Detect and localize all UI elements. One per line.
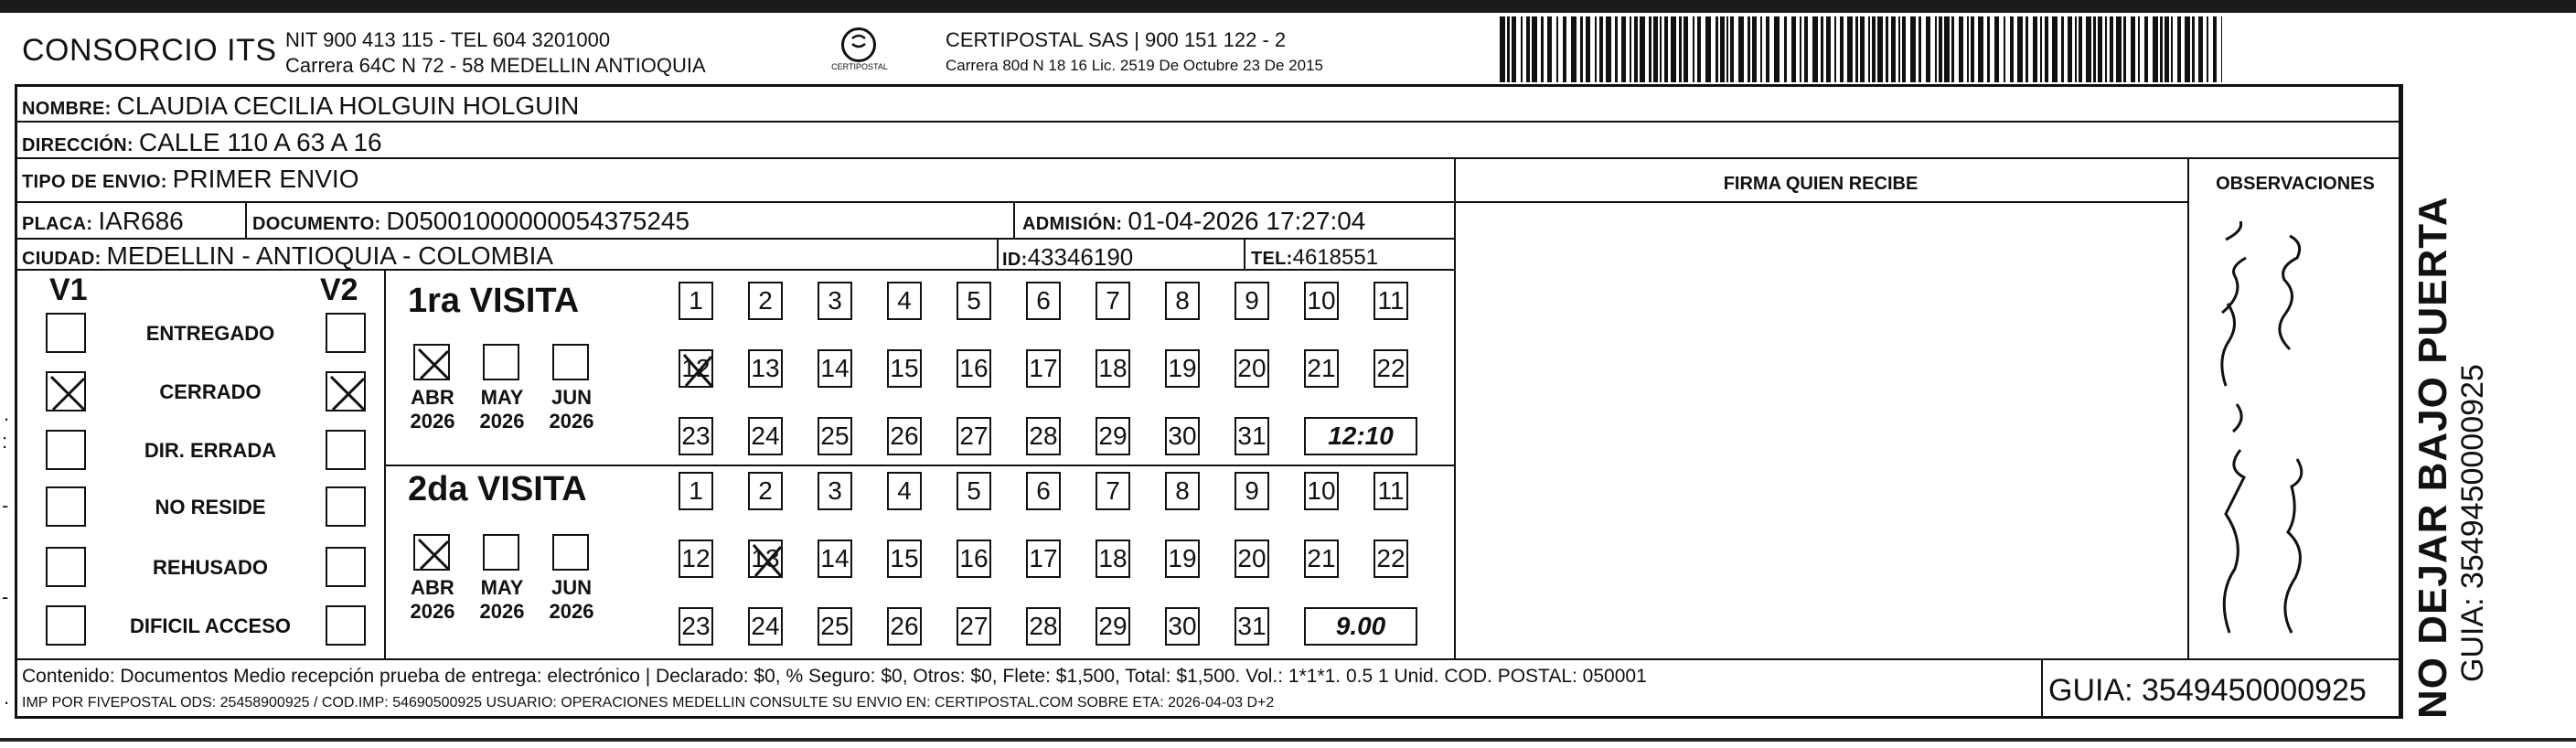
day-cell[interactable]: 10 [1304, 282, 1339, 320]
barcode-bar [1978, 16, 1983, 82]
month-checkbox[interactable] [483, 534, 519, 571]
status-label: ENTREGADO [145, 322, 275, 345]
margin-mark: : [2, 430, 8, 453]
carrier-line: CERTIPOSTAL SAS | 900 151 122 - 2 [946, 28, 1287, 51]
barcode-bar [1532, 16, 1537, 82]
v2-header: V2 [320, 272, 358, 307]
barcode-bar [1571, 16, 1577, 82]
barcode-bar [2017, 16, 2023, 82]
day-cell[interactable]: 1 [679, 472, 713, 510]
month-label: MAY 2026 [479, 386, 525, 433]
divider [1454, 157, 1456, 658]
barcode-bar [1926, 16, 1930, 82]
v1-checkbox[interactable] [46, 605, 86, 646]
barcode-bar [2144, 16, 2148, 82]
phone-label: TEL: [1251, 249, 1293, 269]
barcode-bar [1766, 16, 1769, 82]
day-cell[interactable]: 31 [1235, 417, 1269, 455]
margin-mark: . [4, 686, 10, 709]
day-cell[interactable]: 8 [1165, 472, 1200, 510]
day-cell[interactable]: 12 [679, 349, 713, 388]
barcode-bar [1994, 16, 1999, 82]
barcode-bar [1720, 16, 1725, 82]
barcode-bar [1860, 16, 1865, 82]
admission-date: 01-04-2026 17:27:04 [1128, 207, 1366, 235]
month-checkbox[interactable] [413, 534, 450, 571]
barcode-bar [1784, 16, 1787, 82]
visit2-title: 2da VISITA [408, 470, 587, 508]
barcode-bar [1886, 16, 1888, 82]
day-cell[interactable]: 19 [1165, 540, 1200, 578]
id-label: ID: [1002, 250, 1028, 270]
plate-label: PLACA: [22, 214, 93, 234]
barcode-bar [1705, 16, 1711, 82]
barcode-bar [2086, 16, 2091, 82]
document-label: DOCUMENTO: [252, 214, 381, 234]
day-cell[interactable]: 6 [1026, 472, 1061, 510]
v2-checkbox[interactable] [326, 313, 366, 353]
barcode-bar [1507, 16, 1510, 82]
barcode-bar [1526, 16, 1530, 82]
barcode-bar [1939, 16, 1942, 82]
barcode-bar [1586, 16, 1590, 82]
barcode-bar [2138, 16, 2140, 82]
day-cell[interactable]: 30 [1165, 607, 1200, 646]
margin-mark: . [4, 402, 10, 425]
day-cell[interactable]: 27 [957, 417, 991, 455]
barcode-bar [1606, 16, 1611, 82]
barcode-bar [1730, 16, 1734, 82]
barcode-bar [1847, 16, 1853, 82]
barcode-bar [1748, 16, 1750, 82]
barcode-bar [2079, 16, 2082, 82]
barcode-bar [1935, 16, 1937, 82]
day-cell[interactable]: 26 [887, 607, 922, 646]
barcode-bar [2045, 16, 2048, 82]
month-checkbox[interactable] [552, 344, 589, 380]
day-cell[interactable]: 5 [957, 282, 991, 320]
day-cell[interactable]: 13 [748, 349, 783, 388]
barcode-bar [1902, 16, 1906, 82]
visit-time[interactable]: 9.00 [1304, 607, 1417, 646]
barcode-bar [1791, 16, 1796, 82]
day-cell[interactable]: 7 [1096, 472, 1130, 510]
day-cell[interactable]: 30 [1165, 417, 1200, 455]
v1-checkbox[interactable] [46, 313, 86, 353]
day-cell[interactable]: 12 [679, 540, 713, 578]
nit-line: NIT 900 413 115 - TEL 604 3201000 [285, 28, 611, 51]
divider [384, 269, 386, 658]
signature-header: FIRMA QUIEN RECIBE [1723, 174, 1919, 194]
day-cell[interactable]: 17 [1026, 540, 1061, 578]
month-label: ABR 2026 [410, 576, 455, 623]
observations-header: OBSERVACIONES [2216, 174, 2375, 194]
day-cell[interactable]: 4 [887, 282, 922, 320]
barcode-bar [1800, 16, 1801, 82]
barcode-bar [2098, 16, 2102, 82]
carrier-info [946, 27, 1323, 79]
status-label: DIFICIL ACCESO [129, 614, 291, 637]
barcode-bar [1716, 16, 1718, 82]
barcode-bar [1563, 16, 1566, 82]
day-cell[interactable]: 22 [1374, 540, 1408, 578]
check-mark-icon [415, 346, 452, 382]
month-checkbox[interactable] [483, 344, 519, 380]
barcode-bar [1500, 16, 1505, 82]
barcode-bar [2052, 16, 2058, 82]
divider [1013, 201, 1015, 238]
divider [1244, 238, 1245, 269]
phone-value: 4618551 [1292, 245, 1379, 270]
barcode-bar [1826, 16, 1831, 82]
no-under-door-warning: NO DEJAR BAJO PUERTA [2410, 196, 2455, 719]
barcode-bar [2105, 16, 2107, 82]
barcode-bar [2160, 16, 2163, 82]
month-label: JUN 2026 [549, 386, 594, 433]
day-cell[interactable]: 7 [1096, 282, 1130, 320]
check-mark-icon [48, 373, 88, 413]
barcode-bar [2177, 16, 2181, 82]
barcode-bar [1630, 16, 1631, 82]
barcode-bar [2110, 16, 2113, 82]
barcode-bar [1599, 16, 1603, 82]
day-cell[interactable]: 27 [957, 607, 991, 646]
barcode-bar [1752, 16, 1757, 82]
barcode-bar [1910, 16, 1916, 82]
barcode-bar [1812, 16, 1818, 82]
barcode-bar [1664, 16, 1668, 82]
visit-time[interactable]: 12:10 [1304, 417, 1417, 455]
v1-checkbox[interactable] [46, 430, 86, 470]
day-cell[interactable]: 6 [1026, 282, 1061, 320]
day-cell[interactable]: 29 [1096, 417, 1130, 455]
divider [2041, 658, 2043, 719]
divider [245, 201, 247, 238]
recipient-name: CLAUDIA CECILIA HOLGUIN HOLGUIN [116, 91, 580, 120]
day-cell[interactable]: 15 [887, 540, 922, 578]
v2-checkbox[interactable] [326, 605, 366, 646]
day-cell[interactable]: 14 [818, 540, 852, 578]
barcode-bar [1967, 16, 1969, 82]
barcode-bar [1653, 16, 1658, 82]
day-cell[interactable]: 16 [957, 540, 991, 578]
day-cell[interactable]: 28 [1026, 607, 1061, 646]
city-value: MEDELLIN - ANTIOQUIA - COLOMBIA [106, 241, 554, 270]
barcode-bar [1821, 16, 1823, 82]
divider [384, 465, 1454, 466]
company-info [285, 27, 706, 79]
margin-mark: - [2, 494, 9, 517]
status-label: NO RESIDE [155, 496, 266, 518]
barcode-bar [1541, 16, 1544, 82]
barcode-bar [1959, 16, 1963, 82]
observations-area [2189, 203, 2401, 657]
recipient-name-label: NOMBRE: [22, 99, 112, 119]
divider [15, 121, 2401, 123]
barcode-bar [2185, 16, 2190, 82]
barcode-bar [1774, 16, 1780, 82]
barcode-bar [2153, 16, 2158, 82]
barcode-bar [1726, 16, 1728, 82]
barcode-bar [2093, 16, 2096, 82]
day-cell[interactable]: 20 [1235, 349, 1269, 388]
day-cell[interactable]: 24 [748, 417, 783, 455]
month-checkbox[interactable] [413, 344, 450, 380]
barcode-bar [1877, 16, 1883, 82]
v1-header: V1 [49, 272, 88, 307]
v2-checkbox[interactable] [326, 371, 366, 411]
check-mark-icon [327, 373, 368, 413]
side-label [2407, 88, 2517, 719]
shipment-type-field [22, 165, 358, 194]
shipment-type: PRIMER ENVIO [172, 165, 359, 193]
barcode-bar [2213, 16, 2217, 82]
barcode-bar [1840, 16, 1844, 82]
barcode-bar [1679, 16, 1682, 82]
address-field [22, 128, 382, 157]
day-cell[interactable]: 20 [1235, 540, 1269, 578]
barcode-bar [1987, 16, 1990, 82]
bottom-border [0, 738, 2576, 742]
barcode-bar [2075, 16, 2077, 82]
carrier-address: Carrera 80d N 18 16 Lic. 2519 De Octubre 23 De 2015 [946, 57, 1323, 74]
barcode-bar [1671, 16, 1676, 82]
barcode-bar [1521, 16, 1523, 82]
day-cell[interactable]: 11 [1374, 472, 1408, 510]
barcode-bar [1872, 16, 1876, 82]
handwritten-observation-icon [2189, 203, 2401, 657]
day-cell[interactable]: 22 [1374, 349, 1408, 388]
day-cell[interactable]: 29 [1096, 607, 1130, 646]
day-cell[interactable]: 23 [679, 417, 713, 455]
v1-checkbox[interactable] [46, 547, 86, 587]
address-value: CALLE 110 A 63 A 16 [138, 128, 382, 156]
day-cell[interactable]: 21 [1304, 540, 1339, 578]
id-field [1002, 243, 1133, 272]
certipostal-logo-icon [841, 27, 876, 62]
barcode-bar [2221, 16, 2222, 82]
barcode-bar [1649, 16, 1651, 82]
id-value: 43346190 [1027, 243, 1134, 271]
divider [2401, 84, 2403, 719]
admission-label: ADMISIÓN: [1022, 214, 1123, 234]
divider [15, 658, 2401, 660]
barcode-icon [1500, 16, 2222, 82]
month-label: JUN 2026 [549, 576, 594, 623]
barcode-bar [1615, 16, 1618, 82]
day-cell[interactable]: 8 [1165, 282, 1200, 320]
guide-number: GUIA: 3549450000925 [2048, 673, 2367, 708]
day-cell[interactable]: 3 [818, 472, 852, 510]
shipment-type-label: TIPO DE ENVIO: [22, 172, 167, 192]
city-field [22, 241, 553, 271]
v2-checkbox[interactable] [326, 430, 366, 470]
barcode-bar [1834, 16, 1836, 82]
plate-field [22, 207, 184, 236]
barcode-bar [2068, 16, 2072, 82]
barcode-bar [1640, 16, 1645, 82]
day-cell[interactable]: 25 [818, 607, 852, 646]
check-mark-icon [750, 541, 785, 580]
company-address: Carrera 64C N 72 - 58 MEDELLIN ANTIOQUIA [285, 54, 706, 77]
day-cell[interactable]: 24 [748, 607, 783, 646]
check-mark-icon [680, 351, 715, 390]
day-cell[interactable]: 9 [1235, 282, 1269, 320]
document-number: D05001000000054375245 [386, 207, 690, 235]
day-cell[interactable]: 18 [1096, 349, 1130, 388]
day-cell[interactable]: 5 [957, 472, 991, 510]
month-label: MAY 2026 [479, 576, 525, 623]
day-cell[interactable]: 15 [887, 349, 922, 388]
day-cell[interactable]: 17 [1026, 349, 1061, 388]
barcode-bar [1660, 16, 1662, 82]
day-cell[interactable]: 2 [748, 282, 783, 320]
barcode-bar [2123, 16, 2126, 82]
barcode-bar [1595, 16, 1597, 82]
barcode-bar [2131, 16, 2135, 82]
signature-area[interactable] [1458, 203, 2186, 657]
print-info-line: IMP POR FIVEPOSTAL ODS: 25458900925 / COD.IMP: 54690500925 USUARIO: OPERACIONES MEDELLIN CONSULTE SU ENVIO EN: CERTIPOSTAL.COM SOBRE ETA: 2026-04-03 D+2 [22, 695, 1275, 711]
logo-text: CERTIPOSTAL [831, 62, 888, 71]
day-cell[interactable]: 9 [1235, 472, 1269, 510]
day-cell[interactable]: 21 [1304, 349, 1339, 388]
divider [997, 238, 999, 269]
barcode-bar [2026, 16, 2028, 82]
visit1-title: 1ra VISITA [408, 282, 580, 320]
barcode-bar [1951, 16, 1954, 82]
barcode-bar [2004, 16, 2005, 82]
day-cell[interactable]: 16 [957, 349, 991, 388]
month-checkbox[interactable] [552, 534, 589, 571]
barcode-bar [2040, 16, 2042, 82]
barcode-bar [2207, 16, 2208, 82]
barcode-bar [1556, 16, 1558, 82]
barcode-bar [1621, 16, 1626, 82]
v2-checkbox[interactable] [326, 547, 366, 587]
city-label: CIUDAD: [22, 249, 102, 269]
barcode-bar [1971, 16, 1974, 82]
status-label: CERRADO [159, 380, 262, 403]
day-cell[interactable]: 14 [818, 349, 852, 388]
company-name: CONSORCIO ITS [22, 33, 277, 68]
barcode-bar [1512, 16, 1516, 82]
barcode-bar [1693, 16, 1694, 82]
day-cell[interactable]: 26 [887, 417, 922, 455]
day-cell[interactable]: 28 [1026, 417, 1061, 455]
status-label: REHUSADO [153, 556, 268, 579]
barcode-bar [1580, 16, 1583, 82]
barcode-bar [1804, 16, 1808, 82]
plate-value: IAR686 [98, 207, 184, 235]
day-cell[interactable]: 25 [818, 417, 852, 455]
side-guide-number: GUIA: 3549450000925 [2455, 364, 2490, 682]
recipient-name-field [22, 91, 579, 121]
status-label: DIR. ERRADA [144, 439, 277, 462]
address-label: DIRECCIÓN: [22, 135, 134, 155]
day-cell[interactable]: 23 [679, 607, 713, 646]
v2-checkbox[interactable] [326, 486, 366, 527]
barcode-bar [1868, 16, 1870, 82]
divider [15, 157, 2401, 159]
day-cell[interactable]: 19 [1165, 349, 1200, 388]
divider [15, 238, 1454, 240]
barcode-bar [1547, 16, 1552, 82]
barcode-bar [1760, 16, 1762, 82]
month-label: ABR 2026 [410, 386, 455, 433]
day-cell[interactable]: 10 [1304, 472, 1339, 510]
day-cell[interactable]: 13 [748, 540, 783, 578]
v1-checkbox[interactable] [46, 371, 86, 411]
admission-field [1022, 207, 1365, 236]
barcode-bar [2061, 16, 2064, 82]
day-cell[interactable]: 31 [1235, 607, 1269, 646]
barcode-bar [1683, 16, 1688, 82]
top-border-bar [0, 0, 2576, 13]
contents-line: Contenido: Documentos Medio recepción prueba de entrega: electrónico | Declarado: $0, % Seguro: $0, Otros: $0, Flete: $1,500, Total: $1,500. Vol.: 1*1*1. 0.5 1 Unid. COD. POSTAL: 050001 [22, 666, 1647, 687]
barcode-bar [2192, 16, 2195, 82]
barcode-bar [2171, 16, 2173, 82]
barcode-bar [1891, 16, 1896, 82]
margin-mark: - [2, 585, 9, 608]
barcode-bar [1738, 16, 1744, 82]
phone-field [1251, 245, 1378, 271]
barcode-bar [1697, 16, 1701, 82]
day-cell[interactable]: 1 [679, 282, 713, 320]
barcode-bar [1634, 16, 1638, 82]
barcode-bar [1919, 16, 1921, 82]
day-cell[interactable]: 18 [1096, 540, 1130, 578]
v1-checkbox[interactable] [46, 486, 86, 527]
barcode-bar [1855, 16, 1858, 82]
barcode-bar [2033, 16, 2037, 82]
barcode-bar [2198, 16, 2203, 82]
barcode-bar [2116, 16, 2122, 82]
day-cell[interactable]: 2 [748, 472, 783, 510]
day-cell[interactable]: 11 [1374, 282, 1408, 320]
barcode-bar [2010, 16, 2014, 82]
barcode-bar [1944, 16, 1950, 82]
check-mark-icon [415, 536, 452, 572]
document-field [252, 207, 689, 236]
barcode-bar [2164, 16, 2169, 82]
day-cell[interactable]: 4 [887, 472, 922, 510]
day-cell[interactable]: 3 [818, 282, 852, 320]
barcode-bar [1898, 16, 1900, 82]
